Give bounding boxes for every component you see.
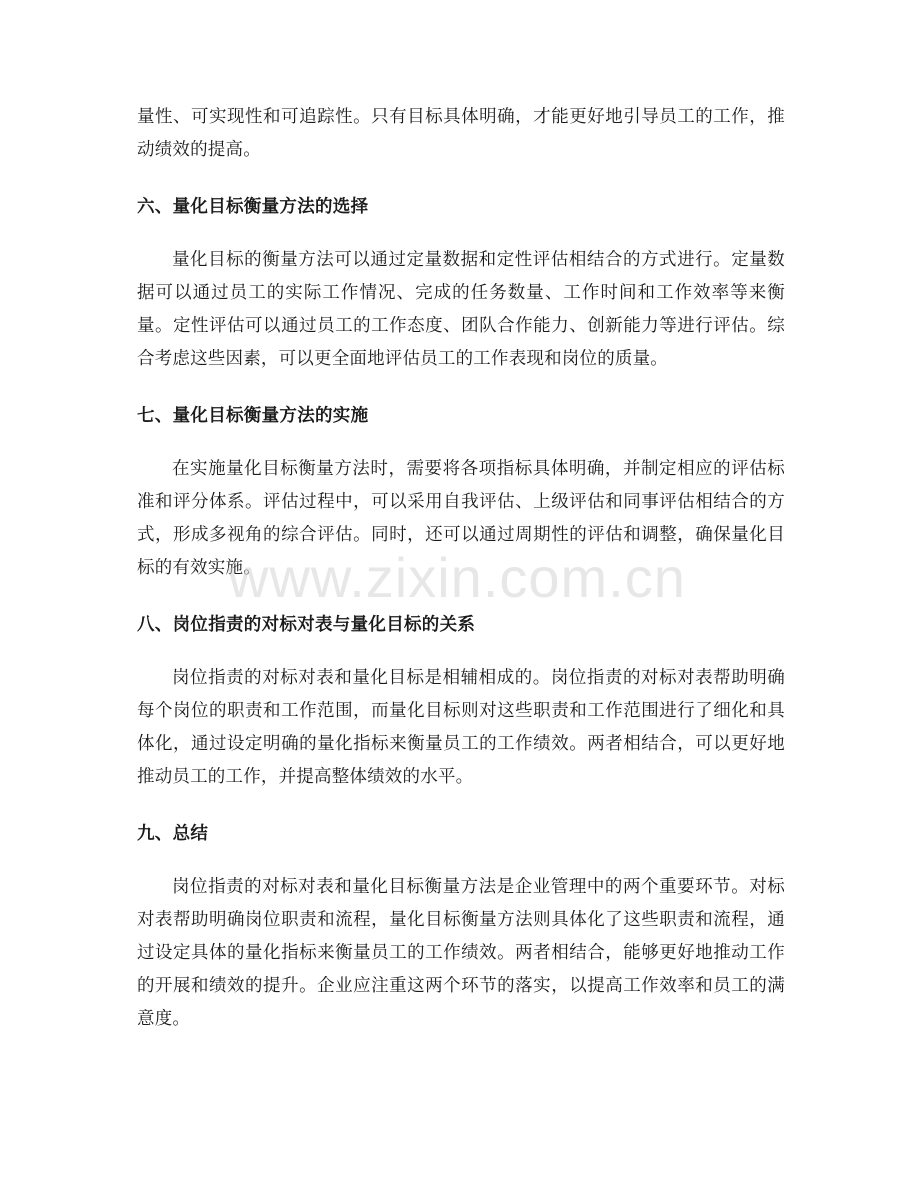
section-heading-7: 七、量化目标衡量方法的实施 [137,406,369,426]
section-body-6: 量化目标的衡量方法可以通过定量数据和定性评估相结合的方式进行。定量数据可以通过员工的实际工作情况、完成的任务数量、工作时间和工作效率等来衡量。定性评估可以通过员工的工作态度、团队合作能力、创新能力等进行评估。综合考虑这些因素，可以更全面地评估员工的工作表现和岗位的质量。 [137,250,785,369]
section-body-7: 在实施量化目标衡量方法时，需要将各项指标具体明确，并制定相应的评估标准和评分体系。评估过程中，可以采用自我评估、上级评估和同事评估相结合的方式，形成多视角的综合评估。同时，还可以通过周期性的评估和调整，确保量化目标的有效实施。 [137,459,785,578]
section-body-9: 岗位指责的对标对表和量化目标衡量方法是企业管理中的两个重要环节。对标对表帮助明确岗位职责和流程，量化目标衡量方法则具体化了这些职责和流程，通过设定具体的量化指标来衡量员工的工作绩效。两者相结合，能够更好地推动工作的开展和绩效的提升。企业应注重这两个环节的落实，以提高工作效率和员工的满意度。 [137,877,785,1029]
watermark-text: www.zixin.com.cn [228,546,686,609]
section-heading-9: 九、总结 [137,824,209,844]
section-heading-8: 八、岗位指责的对标对表与量化目标的关系 [137,615,476,635]
intro-paragraph: 量性、可实现性和可追踪性。只有目标具体明确，才能更好地引导员工的工作，推动绩效的提高。 [137,107,785,160]
section-heading-6: 六、量化目标衡量方法的选择 [137,197,369,217]
section-body-8: 岗位指责的对标对表和量化目标是相辅相成的。岗位指责的对标对表帮助明确每个岗位的职责和工作范围，而量化目标则对这些职责和工作范围进行了细化和具体化，通过设定明确的量化指标来衡量员工的工作绩效。两者相结合，可以更好地推动员工的工作，并提高整体绩效的水平。 [137,668,785,787]
